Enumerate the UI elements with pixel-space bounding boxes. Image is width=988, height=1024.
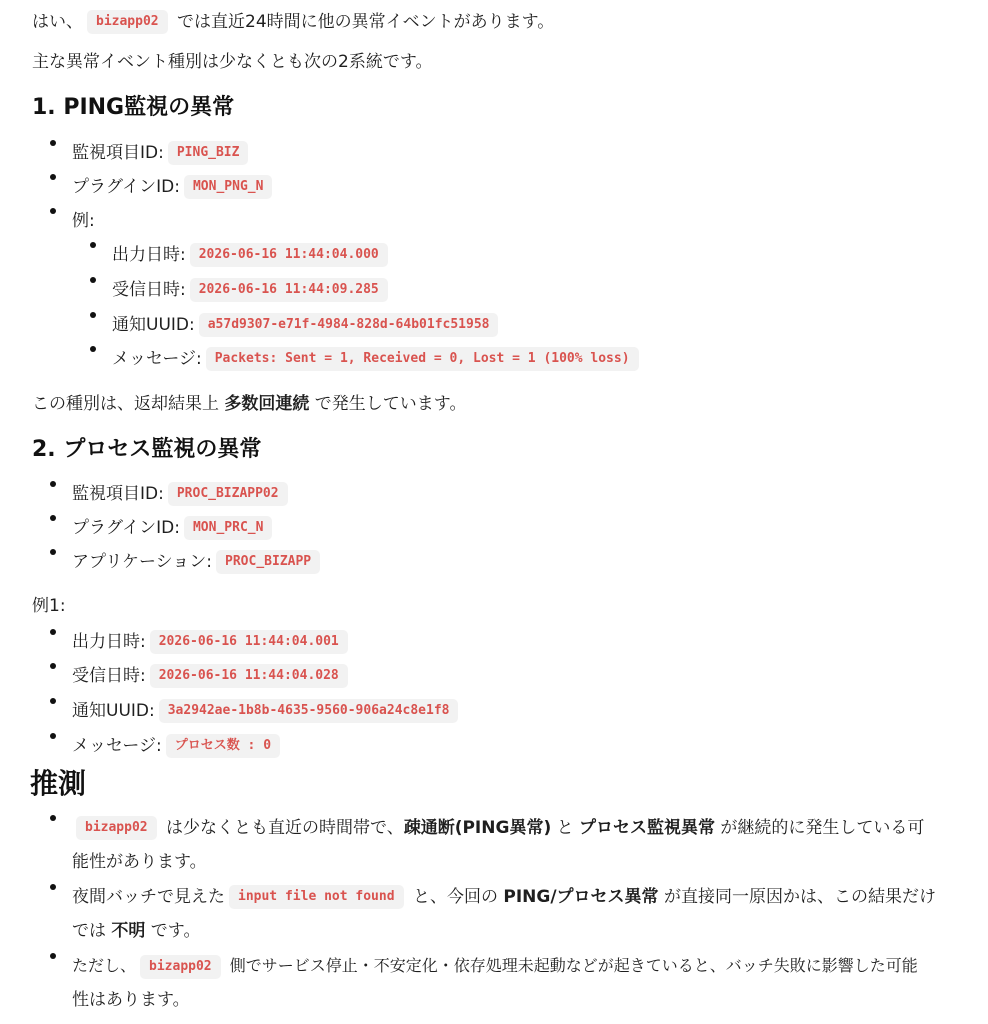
item-label: 出力日時: [72, 632, 146, 652]
summary-text: で発生しています。 [309, 394, 467, 414]
bullet [50, 174, 56, 180]
item-value-code: a57d9307-e71f-4984-828d-64b01fc51958 [199, 313, 499, 337]
item-label: 受信日時: [72, 666, 146, 686]
bullet [50, 663, 56, 669]
section-heading-process: 2. プロセス監視の異常 [32, 437, 262, 462]
list-item [72, 175, 276, 199]
bullet [50, 629, 56, 635]
bullet [50, 549, 56, 555]
item-label: 通知UUID: [112, 315, 195, 335]
guess-text: 側でサービス停止・不安定化・依存処理未起動などが起きていると、バッチ失敗に影響した可能 [229, 956, 918, 975]
guess-bullet-2-line-1 [72, 885, 936, 909]
guess-text: です。 [145, 921, 201, 941]
bullet [50, 208, 56, 214]
bullet [50, 515, 56, 521]
item-value-code: Packets: Sent = 1, Received = 0, Lost = 1 (100% loss) [206, 347, 639, 371]
list-item [72, 550, 324, 574]
item-value-code: PING_BIZ [168, 141, 249, 165]
example-label: 例1: [32, 596, 66, 616]
item-value-code: 3a2942ae-1b8b-4635-9560-906a24c8e1f8 [159, 699, 459, 723]
bullet [90, 346, 96, 352]
list-item [72, 699, 462, 723]
guess-text: 夜間バッチで見えた [72, 887, 225, 907]
item-label: 監視項目ID: [72, 143, 164, 163]
guess-bold: 不明 [111, 921, 146, 941]
guess-bullet-2-line-2 [72, 919, 200, 943]
item-label: プラグインID: [72, 518, 180, 538]
error-message-code: input file not found [229, 885, 404, 909]
guess-bullet-1-line-1 [72, 816, 924, 840]
item-label: 監視項目ID: [72, 484, 164, 504]
hostname-code: bizapp02 [140, 955, 221, 979]
hostname-code: bizapp02 [76, 816, 157, 840]
bullet [50, 140, 56, 146]
intro-line-2: 主な異常イベント種別は少なくとも次の2系統です。 [32, 52, 433, 72]
bullet [50, 815, 56, 821]
intro-text: では直近24時間に他の異常イベントがあります。 [177, 12, 555, 32]
intro-line-1 [32, 10, 554, 34]
bullet [50, 481, 56, 487]
example-label: 例: [72, 211, 95, 231]
section1-summary [32, 392, 466, 416]
section-heading-ping: 1. PING監視の異常 [32, 95, 235, 120]
item-value-code: PROC_BIZAPP02 [168, 482, 288, 506]
item-label: 通知UUID: [72, 701, 155, 721]
guess-bullet-3-line-2: 性はあります。 [72, 990, 190, 1010]
section-heading-guess: 推測 [30, 767, 87, 800]
hostname-code: bizapp02 [87, 10, 168, 34]
bullet [90, 312, 96, 318]
guess-text: と、今回の [412, 887, 504, 907]
item-value-code: PROC_BIZAPP [216, 550, 320, 574]
guess-bold: PING/プロセス異常 [503, 887, 659, 907]
list-item [72, 664, 352, 688]
list-item [72, 516, 276, 540]
bullet [50, 884, 56, 890]
guess-bold: 疎通断(PING異常) [403, 818, 552, 838]
list-item [72, 630, 352, 654]
guess-bullet-1-line-2: 能性があります。 [72, 852, 207, 872]
guess-text: では [72, 921, 112, 941]
bullet [50, 698, 56, 704]
item-value-code: プロセス数 : 0 [166, 734, 280, 758]
guess-text: が直接同一原因かは、この結果だけ [658, 887, 936, 907]
guess-text: は少なくとも直近の時間帯で、 [166, 818, 404, 838]
item-value-code: 2026-06-16 11:44:04.028 [150, 664, 348, 688]
bullet [50, 733, 56, 739]
item-label: 受信日時: [112, 280, 186, 300]
guess-text: が継続的に発生している可 [715, 818, 925, 838]
item-value-code: 2026-06-16 11:44:04.001 [150, 630, 348, 654]
summary-bold: 多数回連続 [224, 394, 310, 414]
item-label: アプリケーション: [72, 552, 213, 572]
guess-text: と [551, 818, 580, 838]
item-value-code: 2026-06-16 11:44:09.285 [190, 278, 388, 302]
guess-text: ただし、 [72, 956, 137, 975]
item-value-code: MON_PNG_N [184, 175, 272, 199]
bullet [90, 242, 96, 248]
list-item [112, 278, 392, 302]
item-label: メッセージ: [112, 349, 202, 369]
list-item [72, 482, 292, 506]
list-item [112, 347, 643, 371]
item-value-code: 2026-06-16 11:44:04.000 [190, 243, 388, 267]
bullet [90, 277, 96, 283]
guess-bullet-3-line-1 [72, 954, 918, 979]
guess-bold: プロセス監視異常 [579, 818, 716, 838]
item-label: メッセージ: [72, 736, 162, 756]
item-label: 出力日時: [112, 245, 186, 265]
list-item [72, 734, 284, 758]
intro-text: はい、 [32, 12, 83, 32]
summary-text: この種別は、返却結果上 [32, 394, 225, 414]
list-item [112, 243, 392, 267]
bullet [50, 953, 56, 959]
list-item [112, 313, 502, 337]
item-label: プラグインID: [72, 177, 180, 197]
item-value-code: MON_PRC_N [184, 516, 272, 540]
list-item [72, 141, 252, 165]
